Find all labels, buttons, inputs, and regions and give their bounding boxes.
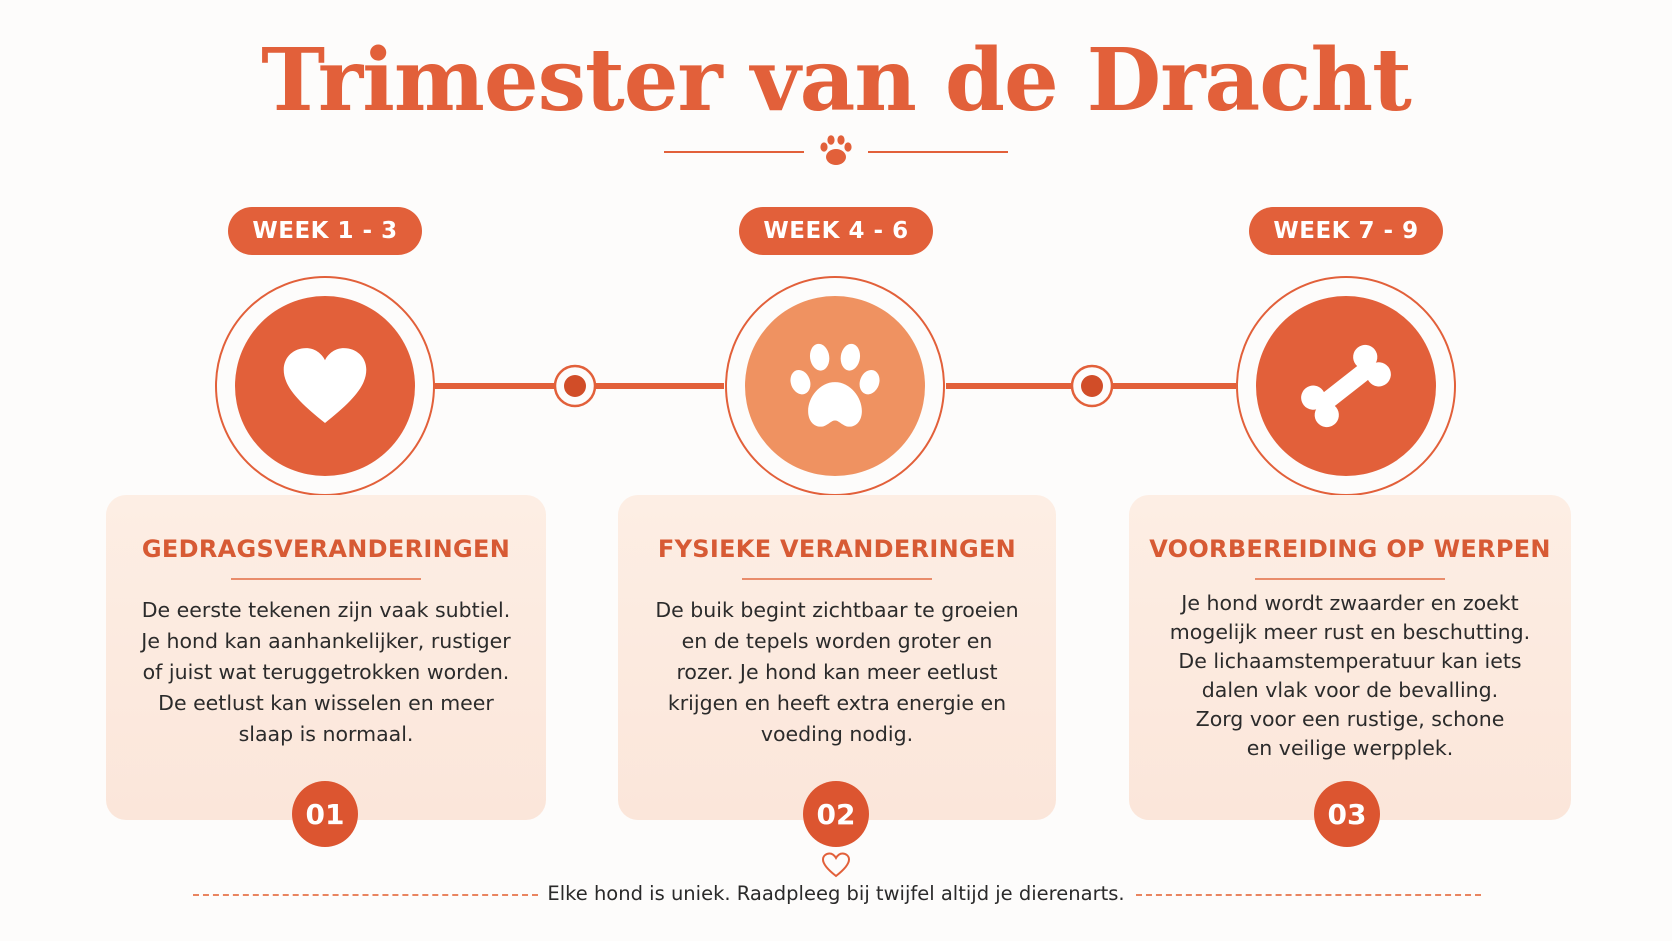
stage-icon-ring [215,276,435,496]
stage-icon-disc [1256,296,1436,476]
step-number-badge: 02 [803,781,869,847]
card-description: De eerste tekenen zijn vaak subtiel. Je hond kan aanhankelijker, rustiger of juist wat teruggetrokken worden. De eetlust kan wisselen en meer slaap is normaal. [141,598,511,746]
page-title: Trimester van de Dracht [261,30,1411,131]
card-description: Je hond wordt zwaarder en zoekt mogelijk meer rust en beschutting. De lichaamstemperatuur kan iets dalen vlak voor de bevalling. Zorg voor een rustige, schone en veilige werpplek. [1169,591,1531,760]
paw-divider-icon [820,135,851,165]
card-description: De buik begint zichtbaar te groeien en de tepels worden groter en rozer. Je hond kan meer eetlust krijgen en heeft extra energie en voeding nodig. [655,598,1019,746]
week-badge: WEEK 1 - 3 [228,207,422,255]
card-heading: FYSIEKE VERANDERINGEN [657,535,1017,563]
week-badge: WEEK 7 - 9 [1249,207,1443,255]
stage-icon-disc [745,296,925,476]
paw-icon [787,338,883,434]
footer-note: Elke hond is uniek. Raadpleeg bij twijfel altijd je dierenarts. [547,882,1125,905]
week-badge: WEEK 4 - 6 [739,207,933,255]
card-divider [742,578,932,580]
step-number-badge: 01 [292,781,358,847]
heart-outline-icon [821,852,851,878]
title-divider [664,130,1008,170]
card-heading: VOORBEREIDING OP WERPEN [1149,535,1551,563]
card-divider [1255,578,1445,580]
stage-icon-ring [725,276,945,496]
heart-icon [282,346,368,426]
stage-card [106,495,546,820]
card-heading: GEDRAGSVERANDERINGEN [141,535,511,563]
timeline-node [553,364,597,408]
stage-icon-ring [1236,276,1456,496]
stage-card [1129,495,1571,820]
bone-icon [1291,331,1401,441]
stage-card [618,495,1056,820]
card-divider [231,578,421,580]
timeline-node [1070,364,1114,408]
stage-icon-disc [235,296,415,476]
step-number-badge: 03 [1314,781,1380,847]
